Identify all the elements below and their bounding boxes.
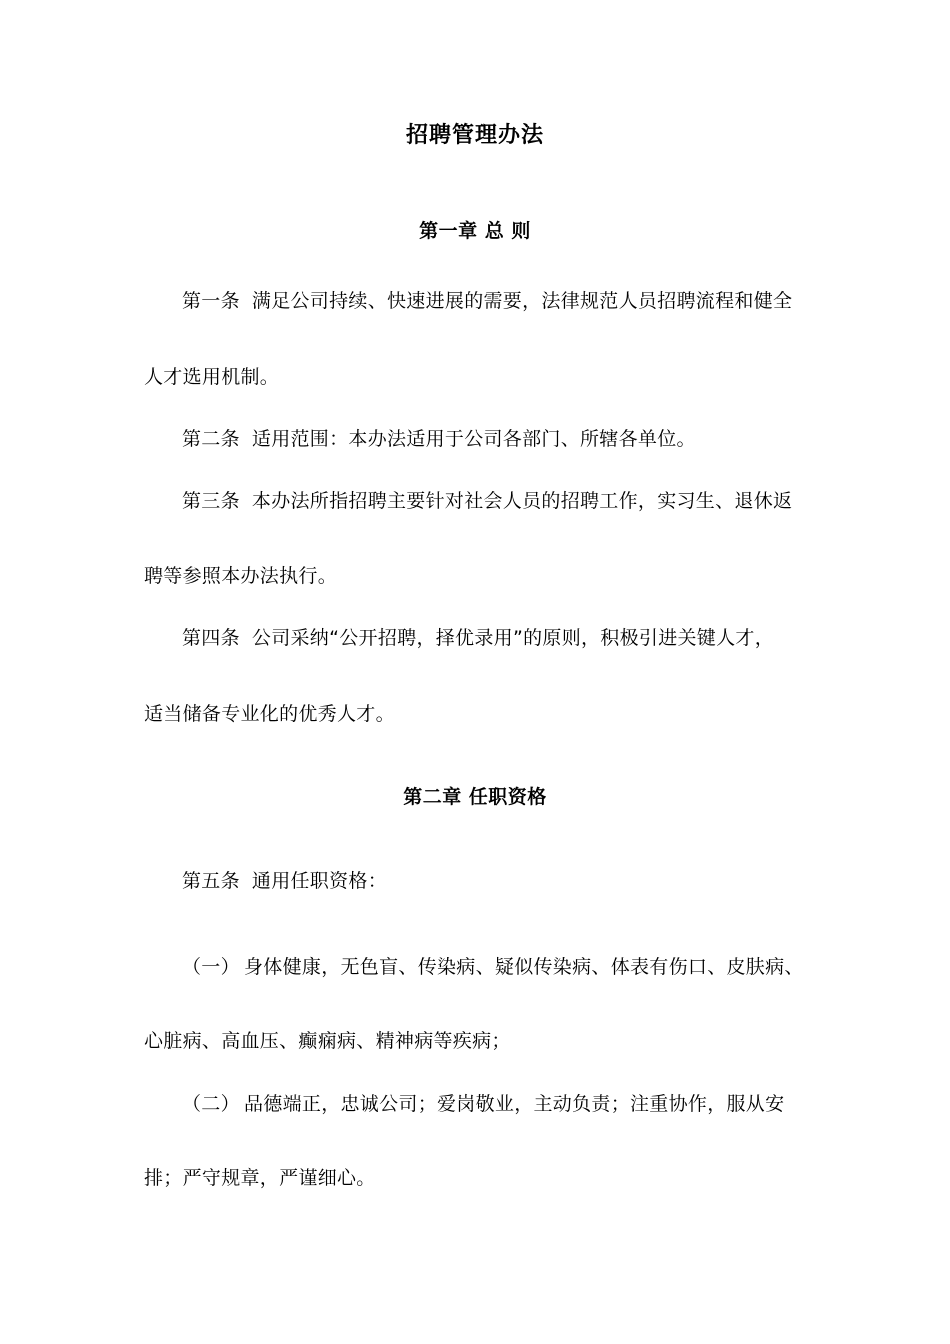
item-1-line-1: 身体健康，无色盲、传染病、疑似传染病、体表有伤口、皮肤病、 [244, 956, 804, 978]
article-3-label: 第三条 [182, 490, 240, 512]
article-5-line-1 [182, 869, 387, 893]
article-5-text: 通用任职资格： [251, 870, 388, 892]
article-1-line-2: 人才选用机制。 [144, 366, 280, 388]
article-4-line-2: 适当储备专业化的优秀人才。 [144, 703, 395, 725]
item-2-line-1: 品德端正，忠诚公司；爱岗敬业，主动负责；注重协作，服从安 [244, 1093, 785, 1115]
article-2-text: 适用范围：本办法适用于公司各部门、所辖各单位。 [251, 428, 696, 450]
article-4-text: 公司采纳“公开招聘，择优录用”的原则，积极引进关键人才， [251, 627, 774, 649]
article-2-label: 第二条 [182, 428, 240, 450]
article-3-line-2: 聘等参照本办法执行。 [144, 565, 338, 587]
item-2-line-2: 排；严守规章，严谨细心。 [144, 1167, 376, 1189]
article-3-line-1 [182, 489, 792, 513]
article-2-line-1 [182, 427, 696, 451]
article-3-text: 本办法所指招聘主要针对社会人员的招聘工作，实习生、退休返 [251, 490, 793, 512]
article-1-text: 满足公司持续、快速进展的需要，法律规范人员招聘流程和健全 [251, 290, 793, 312]
item-2-number: （二） [182, 1093, 240, 1115]
document-title: 招聘管理办法 [405, 123, 544, 148]
article-1-line-1 [182, 289, 792, 313]
article-4-line-1 [182, 626, 774, 650]
chapter-2-heading: 第二章 任职资格 [403, 786, 547, 808]
article-5-label: 第五条 [182, 870, 240, 892]
chapter-1-heading: 第一章 总 则 [419, 220, 531, 242]
item-1-line-2: 心脏病、高血压、癫痫病、精神病等疾病； [144, 1030, 511, 1052]
item-1-number: （一） [182, 956, 240, 978]
article-4-label: 第四条 [182, 627, 240, 649]
article-1-label: 第一条 [182, 290, 240, 312]
